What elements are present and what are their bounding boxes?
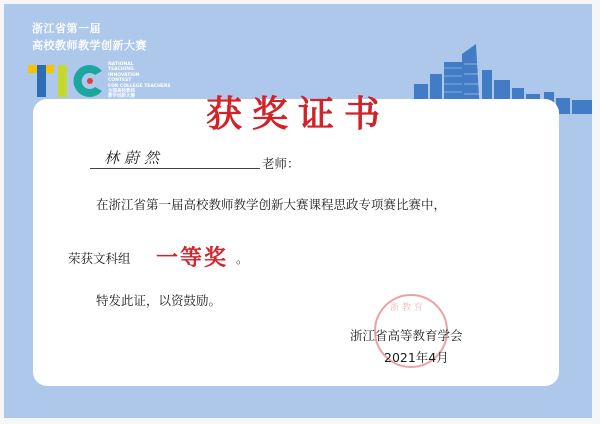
recipient-name: 林蔚然	[90, 147, 260, 169]
certificate-frame	[4, 4, 592, 418]
award-level: 一等奖	[156, 246, 229, 271]
seal-lettering: 浙 教 育	[390, 303, 423, 313]
contest-title-line2: 高校教师教学创新大赛	[32, 39, 147, 52]
issue-date: 2021年4月	[384, 350, 449, 365]
logo-subtitle: NATIONAL TEACHING INNOVATION CONTEST FOR COLLEGE TEACHERS 全国高校教师 教学创新大赛	[108, 62, 171, 100]
recipient-suffix: 老师：	[262, 156, 300, 171]
certificate-title: 获奖证书	[205, 93, 390, 135]
contest-title-line1: 浙江省第一届	[32, 22, 101, 35]
certificate-paper	[33, 99, 559, 386]
issuer-name: 浙江省高等教育学会	[350, 328, 463, 343]
certificate-body-line: 在浙江省第一届高校教师教学创新大赛课程思政专项赛比赛中，	[96, 197, 447, 212]
award-period: 。	[236, 251, 249, 266]
award-group-text: 荣获文科组	[68, 251, 131, 266]
closing-statement: 特发此证，以资鼓励。	[96, 293, 222, 308]
